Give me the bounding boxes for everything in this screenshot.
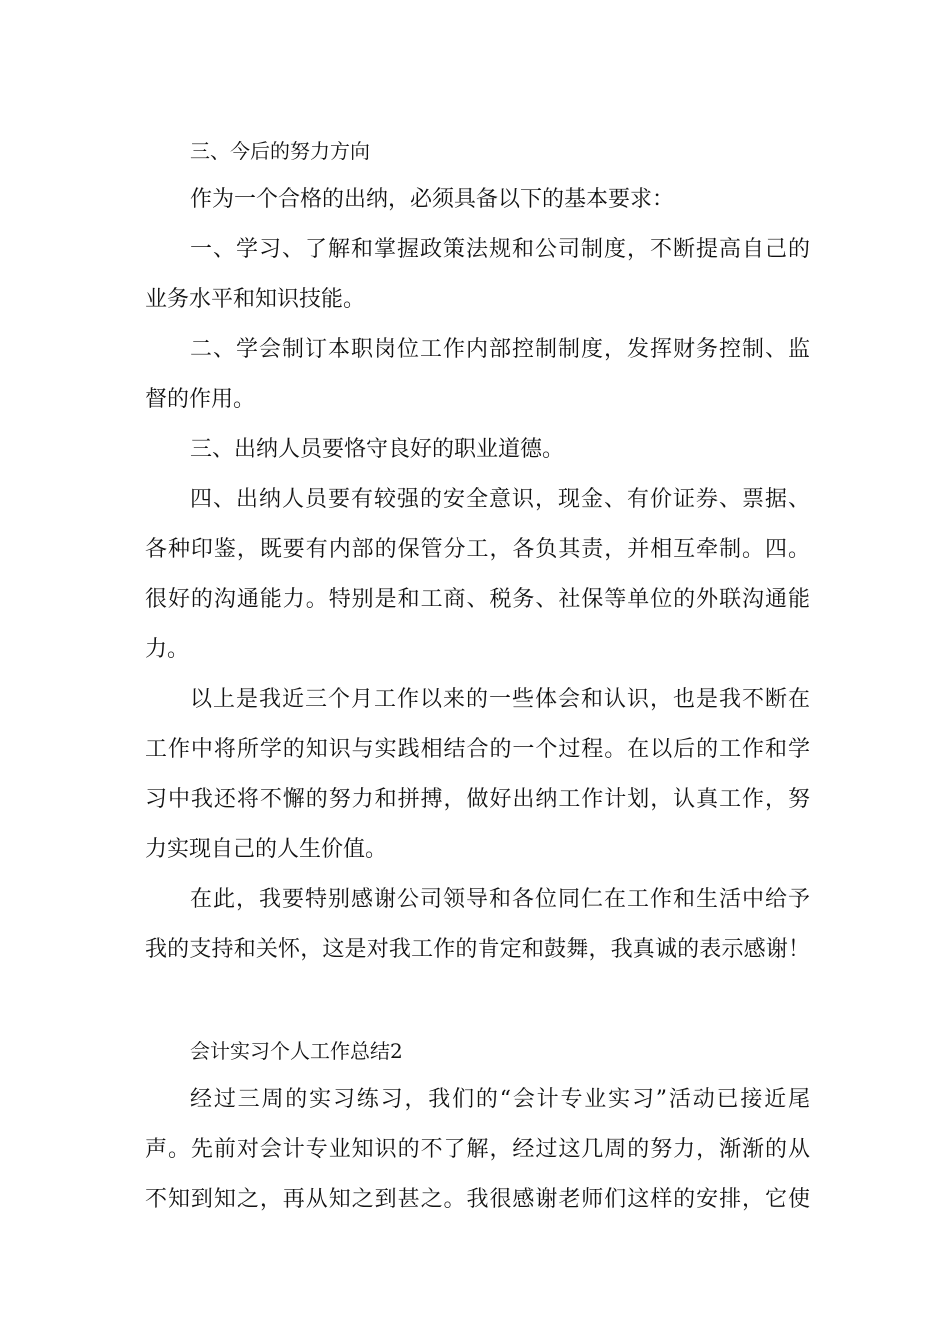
- paragraph-line: 作为一个合格的出纳，必须具备以下的基本要求：: [190, 187, 675, 212]
- paragraph-line: 二、学会制订本职岗位工作内部控制制度，发挥财务控制、监: [190, 337, 810, 362]
- paragraph-line: 督的作用。: [145, 387, 256, 412]
- paragraph-line: 很好的沟通能力。特别是和工商、税务、社保等单位的外联沟通能: [145, 587, 810, 612]
- paragraph-line: 我的支持和关怀，这是对我工作的肯定和鼓舞，我真诚的表示感谢！: [145, 937, 810, 962]
- paragraph-line: 以上是我近三个月工作以来的一些体会和认识，也是我不断在: [190, 687, 810, 712]
- paragraph-line: 不知到知之，再从知之到甚之。我很感谢老师们这样的安排，它使: [145, 1187, 810, 1212]
- paragraph-line: 三、出纳人员要恪守良好的职业道德。: [190, 437, 565, 462]
- paragraph-line: 工作中将所学的知识与实践相结合的一个过程。在以后的工作和学: [145, 737, 810, 762]
- section-heading: 三、今后的努力方向: [190, 139, 370, 163]
- paragraph-line: 四、出纳人员要有较强的安全意识，现金、有价证券、票据、: [190, 487, 810, 512]
- paragraph-line: 力实现自己的人生价值。: [145, 837, 388, 862]
- paragraph-line: 经过三周的实习练习，我们的“会计专业实习”活动已接近尾: [190, 1087, 810, 1112]
- paragraph-line: 声。先前对会计专业知识的不了解，经过这几周的努力，渐渐的从: [145, 1137, 810, 1162]
- paragraph-line: 习中我还将不懈的努力和拼搏，做好出纳工作计划，认真工作，努: [145, 787, 810, 812]
- paragraph-line: 在此，我要特别感谢公司领导和各位同仁在工作和生活中给予: [190, 887, 810, 912]
- paragraph-line: 力。: [145, 637, 190, 662]
- paragraph-line: 各种印鉴，既要有内部的保管分工，各负其责，并相互牵制。四。: [145, 537, 810, 562]
- paragraph-line: 业务水平和知识技能。: [145, 287, 366, 312]
- section-title: 会计实习个人工作总结2: [190, 1039, 403, 1063]
- paragraph-line: 一、学习、了解和掌握政策法规和公司制度，不断提高自己的: [190, 237, 810, 262]
